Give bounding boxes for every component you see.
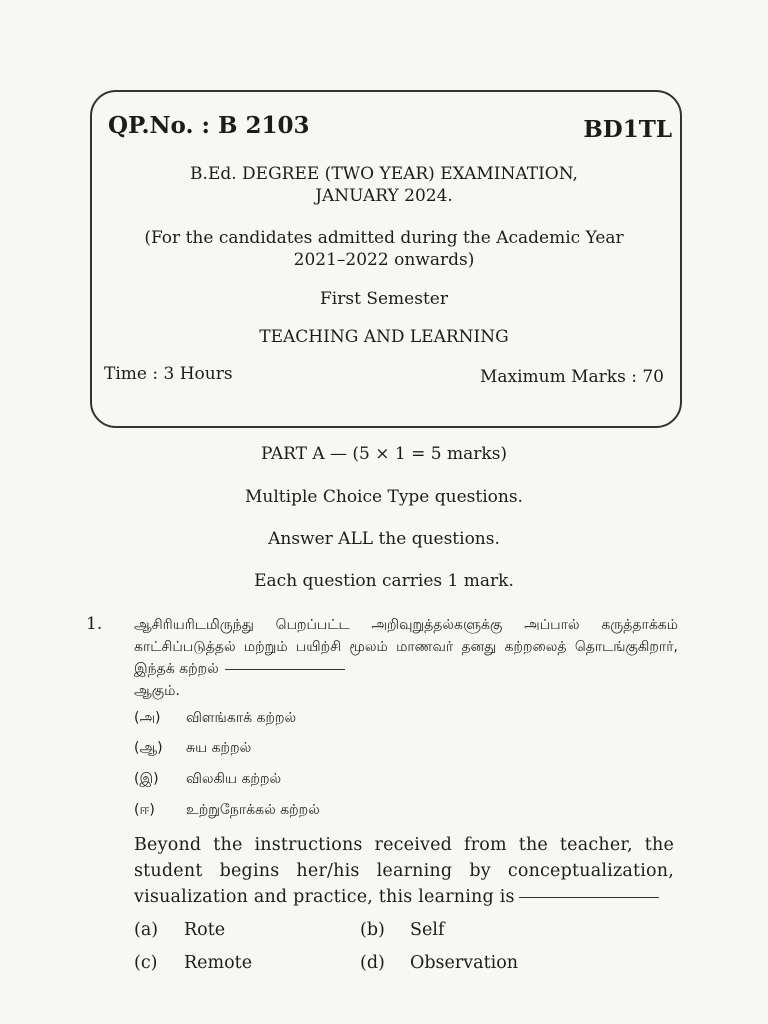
exam-title-line2: JANUARY 2024. (315, 186, 453, 206)
option-label: (ஈ) (134, 802, 155, 818)
option-label: (c) (134, 953, 158, 973)
option-label: (ஆ) (134, 740, 163, 756)
candidates-note-line2: 2021–2022 onwards) (293, 250, 475, 270)
option-label: (அ) (134, 710, 161, 726)
english-option-d (360, 953, 518, 973)
subject-title: TEACHING AND LEARNING (259, 327, 509, 347)
part-a-instruction-1: Multiple Choice Type questions. (245, 487, 523, 507)
exam-title-line1: B.Ed. DEGREE (TWO YEAR) EXAMINATION, (190, 164, 578, 184)
semester: First Semester (320, 289, 448, 309)
candidates-note-line1: (For the candidates admitted during the Academic Year (144, 228, 624, 248)
tamil-question-end: ஆகும். (134, 683, 180, 699)
time-allowed: Time : 3 Hours (104, 364, 233, 384)
tamil-option-2 (134, 740, 251, 758)
option-text: விளங்காக் கற்றல் (186, 710, 297, 726)
option-text: Self (410, 920, 445, 940)
option-text: விலகிய கற்றல் (186, 771, 282, 787)
answer-blank (519, 897, 659, 898)
english-option-b (360, 920, 444, 940)
tamil-option-4 (134, 802, 320, 820)
english-option-a (134, 920, 225, 940)
option-label: (a) (134, 920, 159, 940)
paper-code: BD1TL (583, 116, 672, 143)
qp-number: QP.No. : B 2103 (108, 112, 310, 139)
option-text: Remote (184, 953, 253, 973)
tamil-question (134, 614, 678, 702)
answer-blank (225, 669, 345, 670)
maximum-marks: Maximum Marks : 70 (479, 367, 664, 387)
tamil-option-3 (134, 771, 281, 789)
english-question-text: Beyond the instructions received from the teacher, the student begins her/his learning by conceptualization, visualization and practice, this learning is (134, 835, 674, 907)
part-a-instruction-3: Each question carries 1 mark. (254, 571, 514, 591)
option-text: சுய கற்றல் (186, 740, 252, 756)
option-text: Observation (410, 953, 519, 973)
option-text: உற்றுநோக்கல் கற்றல் (186, 802, 320, 818)
tamil-option-1 (134, 710, 296, 728)
part-a-heading: PART A — (5 × 1 = 5 marks) (260, 444, 508, 464)
option-label: (b) (360, 920, 385, 940)
tamil-question-text: ஆசிரியரிடமிருந்து பெறப்பட்ட அறிவுறுத்தல்களுக்கு அப்பால் கருத்தாக்கம் காட்சிப்படுத்தல் மற்றும் பயிற்சி மூலம் மாணவர் தனது கற்றலைத் தொடங்குகிறார், இந்தக் கற்றல் (134, 617, 678, 677)
english-question (134, 832, 674, 910)
option-label: (d) (360, 953, 385, 973)
option-label: (இ) (134, 771, 159, 787)
english-option-c (134, 953, 252, 973)
part-a-instruction-2: Answer ALL the questions. (268, 529, 500, 549)
question-number: 1. (86, 614, 103, 634)
option-text: Rote (184, 920, 226, 940)
